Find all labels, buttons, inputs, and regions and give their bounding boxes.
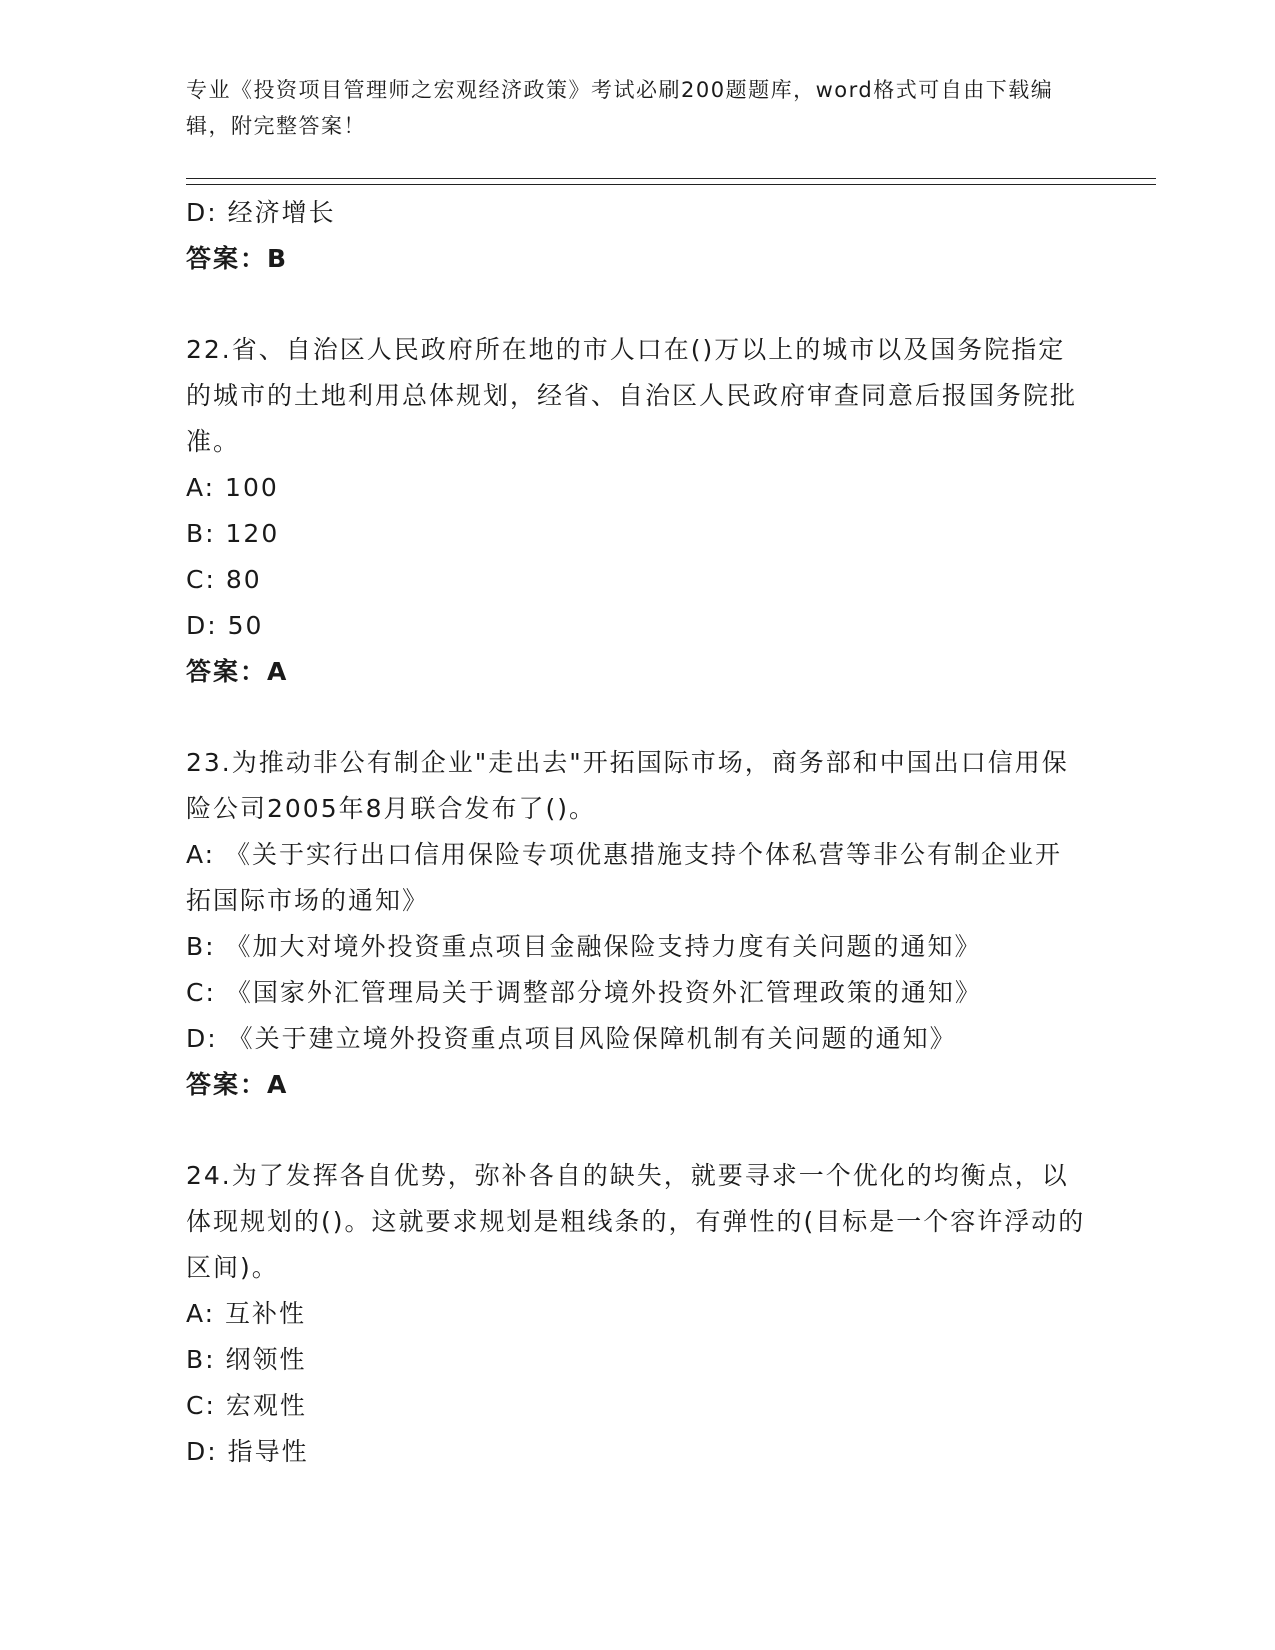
spacer	[186, 282, 1086, 327]
option-b: B: 120	[186, 519, 280, 548]
question-22	[186, 327, 1086, 695]
header-divider	[186, 178, 1156, 185]
option-b: B: 《加大对境外投资重点项目金融保险支持力度有关问题的通知》	[186, 932, 982, 961]
document-header: 专业《投资项目管理师之宏观经济政策》考试必刷200题题库，word格式可自由下载编辑，附完整答案！	[186, 78, 1054, 138]
question-answer: 答案：A	[186, 1070, 289, 1099]
option-c: C: 80	[186, 565, 262, 594]
option-d: D: 指导性	[186, 1437, 309, 1466]
option-a: A: 《关于实行出口信用保险专项优惠措施支持个体私营等非公有制企业开拓国际市场的通知》	[186, 840, 1063, 915]
question-text: 23.为推动非公有制企业"走出去"开拓国际市场，商务部和中国出口信用保险公司2005年8月联合发布了()。	[186, 748, 1069, 823]
option-d: D: 50	[186, 611, 264, 640]
question-24	[186, 1153, 1086, 1475]
option-d: D: 《关于建立境外投资重点项目风险保障机制有关问题的通知》	[186, 1024, 957, 1053]
document-body	[186, 190, 1086, 1475]
option-c: C: 宏观性	[186, 1391, 307, 1420]
option-a: A: 100	[186, 473, 279, 502]
prev-answer: 答案：B	[186, 244, 289, 273]
question-text: 22.省、自治区人民政府所在地的市人口在()万以上的城市以及国务院指定的城市的土地利用总体规划，经省、自治区人民政府审查同意后报国务院批准。	[186, 335, 1078, 456]
prev-option-d: D: 经济增长	[186, 198, 336, 227]
spacer	[186, 695, 1086, 740]
question-answer: 答案：A	[186, 657, 289, 686]
option-b: B: 纲领性	[186, 1345, 307, 1374]
option-a: A: 互补性	[186, 1299, 307, 1328]
question-text: 24.为了发挥各自优势，弥补各自的缺失，就要寻求一个优化的均衡点，以体现规划的()。这就要求规划是粗线条的，有弹性的(目标是一个容许浮动的区间)。	[186, 1161, 1086, 1282]
spacer	[186, 1108, 1086, 1153]
option-c: C: 《国家外汇管理局关于调整部分境外投资外汇管理政策的通知》	[186, 978, 982, 1007]
question-23	[186, 740, 1086, 1108]
